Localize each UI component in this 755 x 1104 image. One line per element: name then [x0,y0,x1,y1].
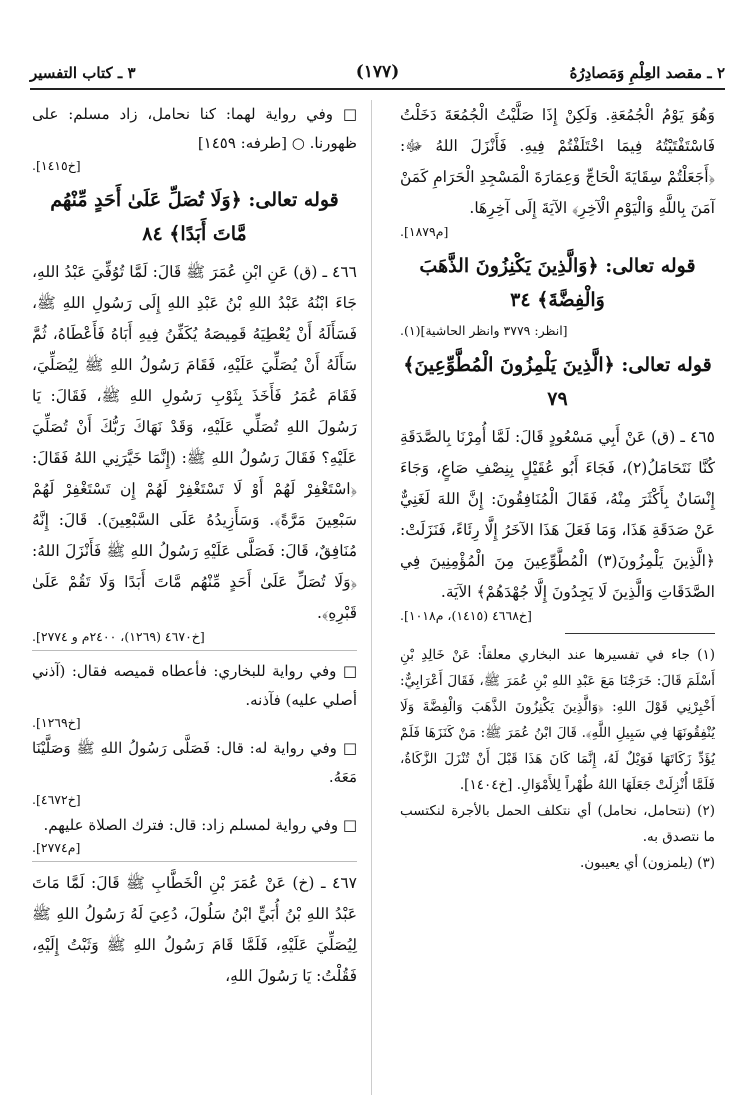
column-divider [371,100,372,1095]
separator [32,650,357,651]
hadith-paragraph: ٤٦٥ ـ (ق) عَنْ أَبِي مَسْعُودٍ قَالَ: لَمَّا أُمِرْنَا بِالصَّدَقَةِ كُنَّا نَتَحَامَلُ(٢)، فَجَاءَ أَبُو عُقَيْلٍ بِنِصْفِ صَاعٍ، وَجَاءَ إِنْسَانٌ بِأَكْثَرَ مِنْهُ، فَقَالَ الْمُنَافِقُونَ: إِنَّ اللهَ لَغَنِيٌّ عَنْ صَدَقَةِ هَذَا، وَمَا فَعَلَ هَذَا الآخَرُ إِلَّا رِئَاءً، فَنَزَلَتْ: ﴿الَّذِينَ يَلْمِزُونَ(٣) الْمُطَّوِّعِينَ مِنَ الْمُؤْمِنِينَ فِي الصَّدَقَاتِ وَالَّذِينَ لَا يَجِدُونَ إِلَّا جُهْدَهُمْ﴾ الآيَة. [400,428,715,601]
right-column [400,100,715,876]
reference: [خ١٢٦٩]. [32,715,81,730]
reference: [انظر: ٣٧٧٩ وانظر الحاشية](١). [400,323,568,338]
left-column [32,100,357,992]
paragraph: وَهُوَ يَوْمُ الْجُمُعَةِ. وَلَكِنْ إِذَا صَلَّيْتُ الْجُمُعَةَ دَخَلْتُ فَاسْتَفْتَيْتُهُ فِيمَا اخْتَلَفْتُمْ فِيهِ. فَأَنْزَلَ اللهُ ﷻ: ﴿أَجَعَلْتُمْ سِقَايَةَ الْحَاجِّ وَعِمَارَةَ الْمَسْجِدِ الْحَرَامِ كَمَنْ آمَنَ بِاللَّهِ وَالْيَوْمِ الْآخِرِ﴾ الآيَةَ إِلَى آخِرِهَا. [400,106,715,217]
hadith-paragraph: ٤٦٧ ـ (خ) عَنْ عُمَرَ بْنِ الْخَطَّابِ ﷺ قَالَ: لَمَّا مَاتَ عَبْدُ اللهِ بْنُ أُبَيٍّ ابْنُ سَلُولَ، دُعِيَ لَهُ رَسُولُ اللهِ ﷺ لِيُصَلِّيَ عَلَيْهِ، فَلَمَّا قَامَ رَسُولُ اللهِ ﷺ وَثَبْتُ إِلَيْهِ، فَقُلْتُ: يَا رَسُولَ اللهِ، [32,874,357,985]
page-number: (١٧٧) [355,62,400,82]
page-header [30,62,725,90]
reference: [خ١٤١٥]. [32,158,81,173]
section-heading: قوله تعالى: ﴿الَّذِينَ يَلْمِزُونَ الْمُطَّوِّعِينَ﴾ ٧٩ [403,354,712,410]
footnote: (١) جاء في تفسيرها عند البخاري معلقاً: عَنْ خَالِدِ بْنِ أَسْلَمَ قَالَ: خَرَجْنَا مَعَ عَبْدِ اللهِ بْنِ عُمَرَ ﷺ، فَقَالَ أَعْرَابِيٌّ: أَخْبِرْنِي قَوْلَ اللهِ: ﴿وَالَّذِينَ يَكْنِزُونَ الذَّهَبَ وَالْفِضَّةَ وَلَا يُنْفِقُونَهَا فِي سَبِيلِ اللَّهِ﴾. قَالَ ابْنُ عُمَرَ ﷺ: مَنْ كَنَزَهَا فَلَمْ يُؤَدِّ زَكَاتَهَا فَوَيْلٌ لَهُ، إِنَّمَا كَانَ هَذَا قَبْلَ أَنْ تُنْزَلَ الزَّكَاةُ، فَلَمَّا أُنْزِلَتْ جَعَلَهَا اللهُ طُهْراً لِلأَمْوَالِ. [خ١٤٠٤]. [400,647,715,793]
reference: [م٢٧٧٤]. [32,840,81,855]
reference: [خ٤٦٧٢]. [32,792,81,807]
narration-variant: □ وفي رواية له: قال: فَصَلَّى رَسُولُ اللهِ ﷺ وَصَلَّيْنَا مَعَهُ. [32,739,357,786]
reference: [خ٤٦٦٨ (١٤١٥)، م١٠١٨]. [400,608,532,623]
narration-variant: □ وفي رواية لمسلم زاد: قال: فترك الصلاة عليهم. [43,816,357,834]
separator [32,861,357,862]
chapter-title: ٢ ـ مقصد العِلْمِ وَمَصادِرُهُ [569,64,725,82]
section-heading: قوله تعالى: ﴿وَلَا تُصَلِّ عَلَىٰ أَحَدٍ مِّنْهُم مَّاتَ أَبَدًا﴾ ٨٤ [50,189,339,245]
narration-variant: □ وفي رواية للبخاري: فأعطاه قميصه فقال: (آذني أصلي عليه) فآذنه. [32,662,357,709]
narration-variant: □ وفي رواية لهما: كنا نحامل، زاد مسلم: على ظهورنا. ○ [طرفه: ١٤٥٩] [32,105,357,152]
footnote-rule [565,633,715,634]
reference: [خ٤٦٧٠ (١٢٦٩)، ٢٤٠٠م و ٢٧٧٤]. [32,629,205,644]
section-heading: قوله تعالى: ﴿وَالَّذِينَ يَكْنِزُونَ الذَّهَبَ وَالْفِضَّةَ﴾ ٣٤ [419,255,696,311]
reference: [م١٨٧٩]. [400,224,449,239]
footnote: (٢) (نتحامل، نحامل) أي نتكلف الحمل بالأجرة لنكتسب ما نتصدق به. [400,803,715,845]
hadith-paragraph: ٤٦٦ ـ (ق) عَنِ ابْنِ عُمَرَ ﷺ قَالَ: لَمَّا تُوُفِّيَ عَبْدُ اللهِ، جَاءَ ابْنُهُ عَبْدُ اللهِ بْنُ عَبْدِ اللهِ إِلَى رَسُولِ اللهِ ﷺ، فَسَأَلَهُ أَنْ يُعْطِيَهُ قَمِيصَهُ يُكَفِّنُ فِيهِ أَبَاهُ فَأَعْطَاهُ، ثُمَّ سَأَلَهُ أَنْ يُصَلِّيَ عَلَيْهِ، فَقَامَ رَسُولُ اللهِ ﷺ لِيُصَلِّيَ، فَقَامَ عُمَرُ فَأَخَذَ بِثَوْبِ رَسُولِ اللهِ ﷺ، فَقَالَ: يَا رَسُولَ اللهِ تُصَلِّي عَلَيْهِ، وَقَدْ نَهَاكَ رَبُّكَ أَنْ تُصَلِّيَ عَلَيْهِ؟ فَقَالَ رَسُولُ اللهِ ﷺ: (إِنَّمَا خَيَّرَنِي اللهُ فَقَالَ: ﴿اسْتَغْفِرْ لَهُمْ أَوْ لَا تَسْتَغْفِرْ لَهُمْ إِن تَسْتَغْفِرْ لَهُمْ سَبْعِينَ مَرَّةً﴾. وَسَأَزِيدُهُ عَلَى السَّبْعِينَ). قَالَ: إِنَّهُ مُنَافِقٌ، قَالَ: فَصَلَّى عَلَيْهِ رَسُولُ اللهِ ﷺ فَأَنْزَلَ اللهُ: ﴿وَلَا تُصَلِّ عَلَىٰ أَحَدٍ مِّنْهُم مَّاتَ أَبَدًا وَلَا تَقُمْ عَلَىٰ قَبْرِهِ﴾. [32,263,357,622]
book-title: ٣ ـ كتاب التفسير [30,64,136,82]
footnote: (٣) (يلمزون) أي يعيبون. [579,855,715,871]
